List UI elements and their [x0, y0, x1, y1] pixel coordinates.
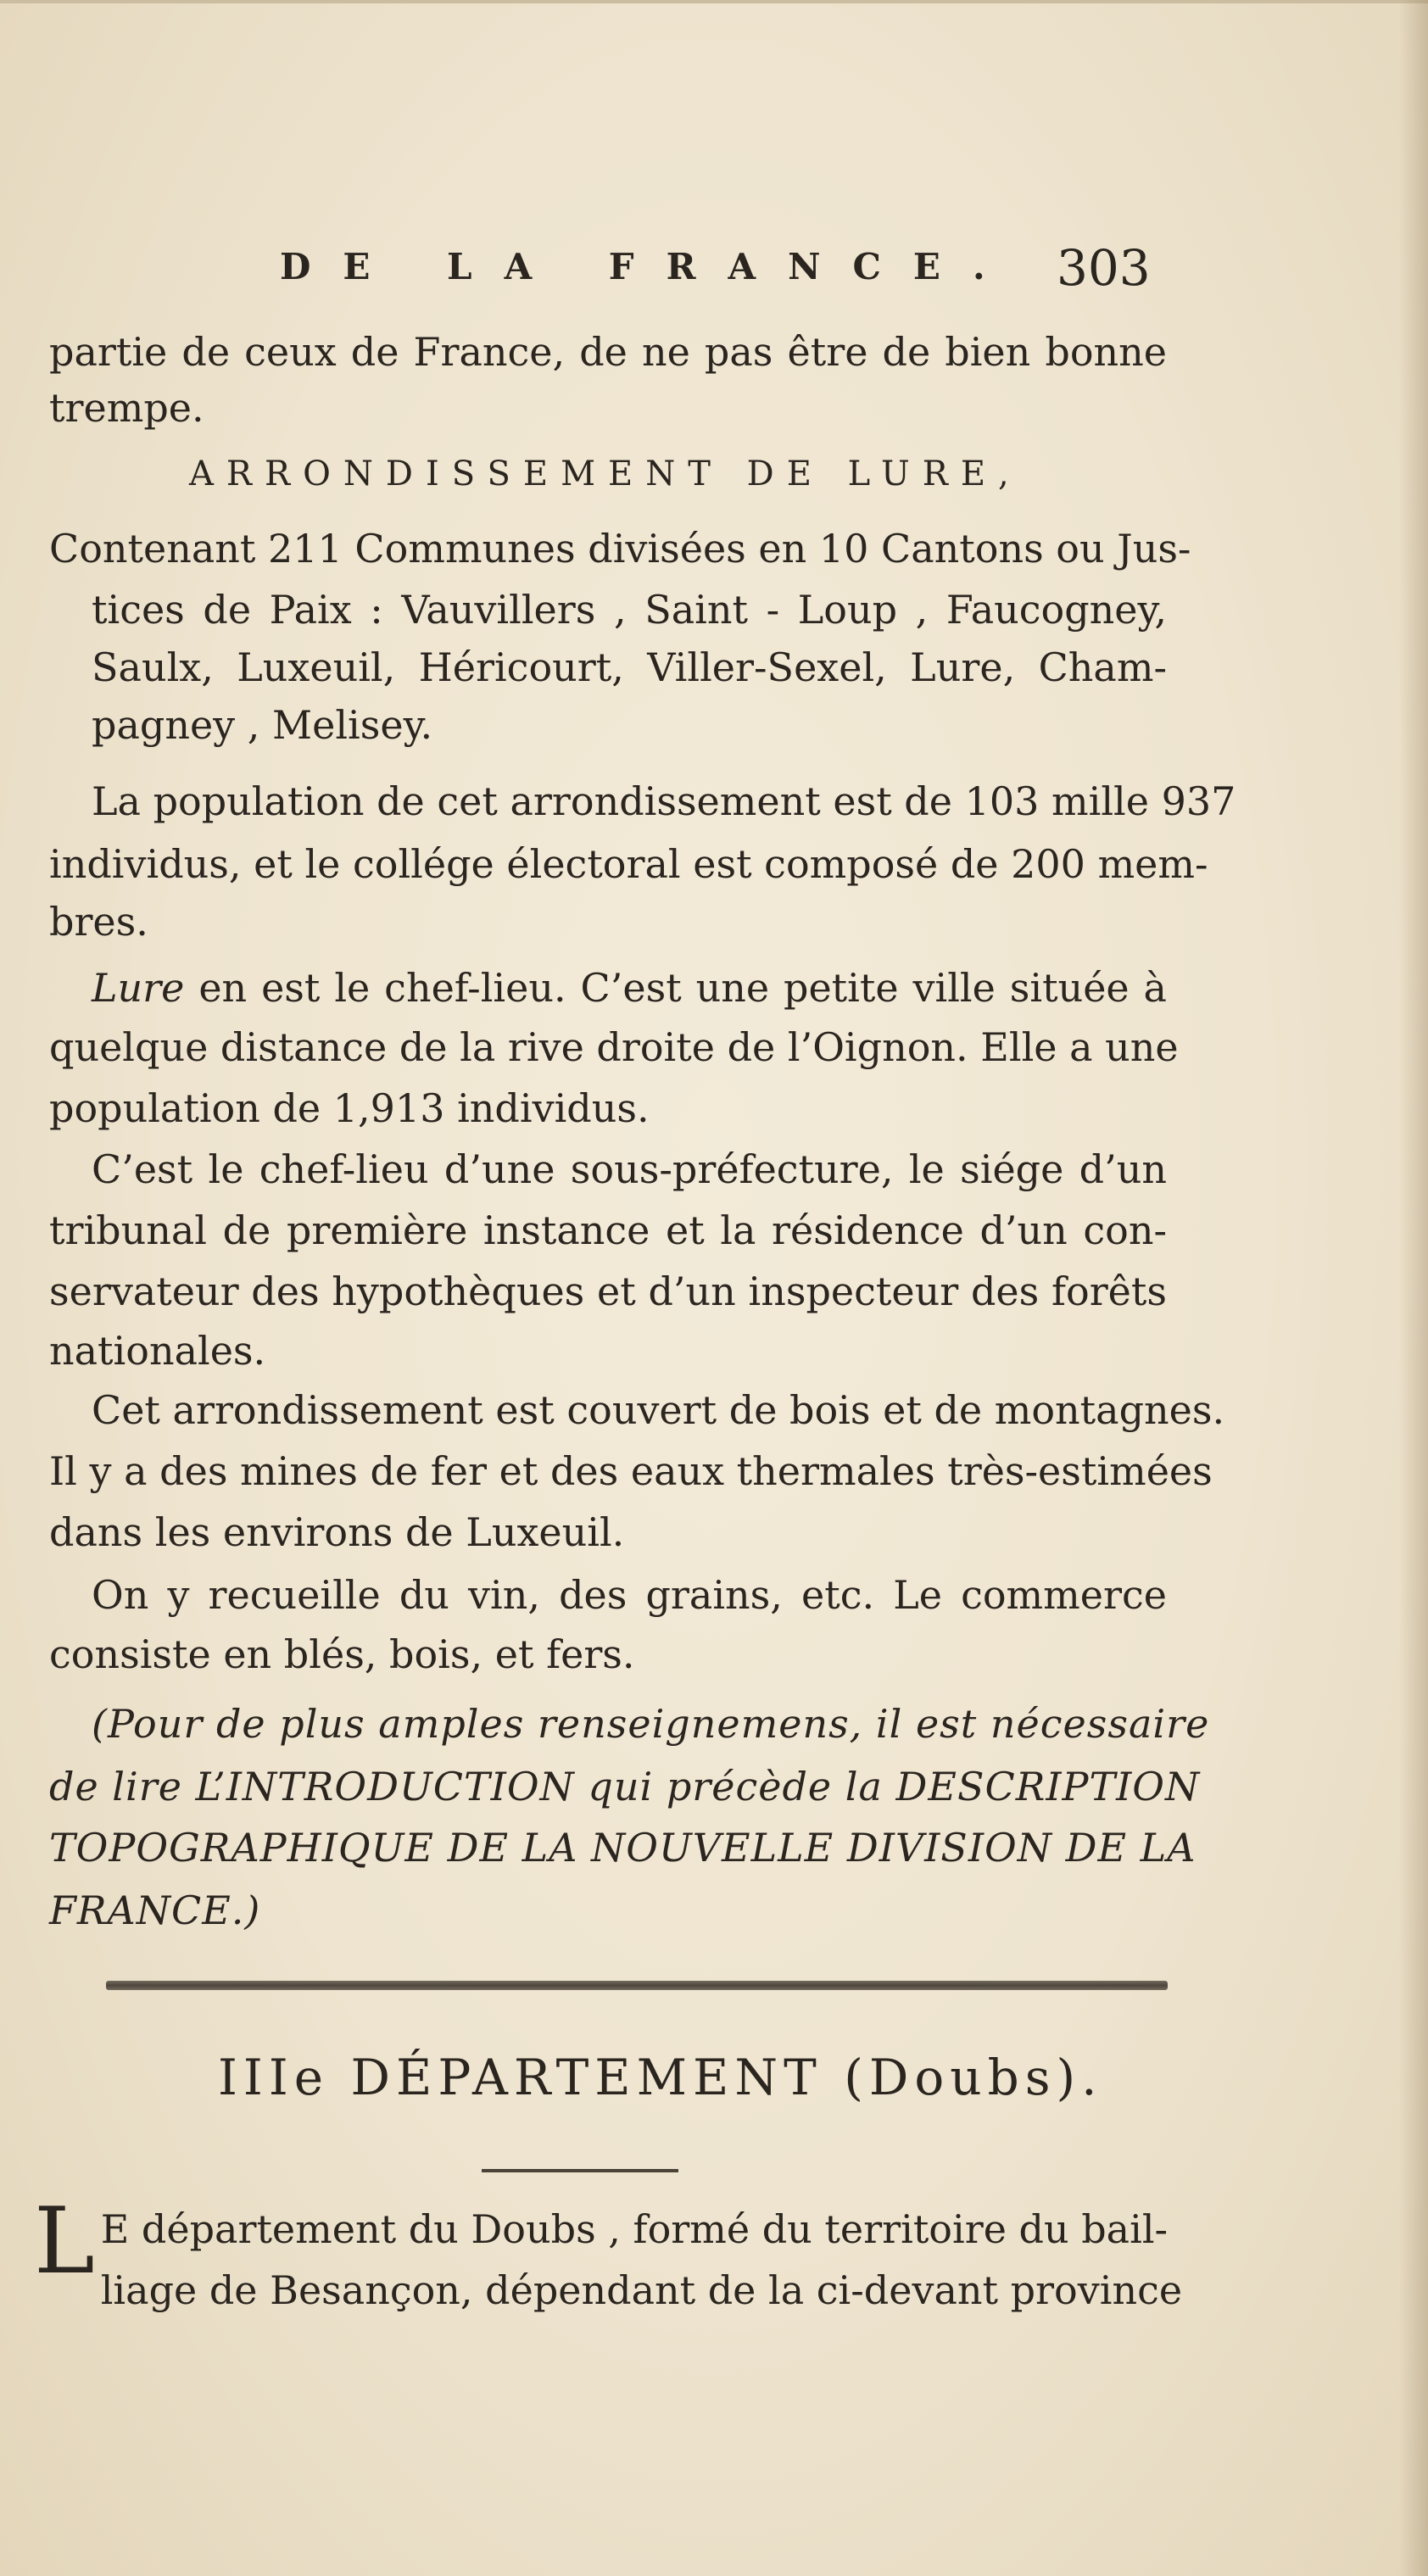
text-line: On y recueille du vin, des grains, etc. Le commerce: [92, 1572, 1167, 1618]
lure-first-line: [92, 965, 1167, 1011]
text-line: C’est le chef-lieu d’une sous-préfecture, le siége d’un: [92, 1146, 1167, 1192]
page-top-edge: [0, 0, 1428, 3]
doubs-intro-line-2: liage de Besançon, dépendant de la ci-devant province: [100, 2267, 1183, 2313]
arrondissement-heading-text: ARRONDISSEMENT DE LURE,: [189, 454, 1022, 493]
page-number: 303: [1057, 239, 1151, 297]
text-line: Saulx, Luxeuil, Héricourt, Viller-Sexel, Lure, Cham-: [92, 644, 1167, 690]
text-line: individus, et le collége électoral est composé de 200 mem-: [49, 841, 1208, 887]
section-divider-short: [482, 2169, 678, 2172]
arrondissement-heading: [189, 454, 1022, 493]
text-line: Contenant 211 Communes divisées en 10 Cantons ou Jus-: [49, 526, 1191, 572]
note-line: de lire L’INTRODUCTION qui précède la DESCRIPTION: [49, 1764, 1201, 1809]
doubs-intro-line-1: E département du Doubs , formé du territoire du bail-: [100, 2206, 1169, 2252]
text-line: dans les environs de Luxeuil.: [49, 1509, 625, 1555]
lure-line-rest: en est le chef-lieu. C’est une petite ville située à: [184, 965, 1167, 1011]
text-line: tices de Paix : Vauvillers , Saint - Loup , Faucogney,: [92, 587, 1167, 633]
doubs-intro: [34, 2188, 1183, 2313]
note-line: (Pour de plus amples renseignemens, il est nécessaire: [92, 1701, 1210, 1747]
text-line: partie de ceux de France, de ne pas être de bien bonne: [49, 329, 1167, 375]
text-line: pagney , Melisey.: [92, 702, 433, 748]
text-line: population de 1,913 individus.: [49, 1085, 650, 1131]
page-right-edge-shadow: [1399, 0, 1428, 2576]
drop-cap: L: [34, 2188, 95, 2294]
text-line: servateur des hypothèques et d’un inspecteur des forêts: [49, 1268, 1167, 1314]
text-line: consiste en blés, bois, et fers.: [49, 1631, 635, 1677]
running-head-text: DE LA FRANCE.: [280, 246, 1018, 287]
text-line: nationales.: [49, 1328, 266, 1374]
text-line: Il y a des mines de fer et des eaux thermales très-estimées: [49, 1448, 1213, 1494]
department-heading: IIIe DÉPARTEMENT (Doubs).: [218, 2049, 1103, 2106]
text-line: Cet arrondissement est couvert de bois et de montagnes.: [92, 1387, 1225, 1433]
note-line: FRANCE.): [49, 1887, 261, 1933]
note-line: TOPOGRAPHIQUE DE LA NOUVELLE DIVISION DE LA: [49, 1825, 1197, 1871]
text-line: La population de cet arrondissement est de 103 mille 937: [92, 778, 1236, 824]
section-divider-heavy: [106, 1981, 1168, 1990]
text-line: trempe.: [49, 385, 204, 431]
text-line: quelque distance de la rive droite de l’Oignon. Elle a une: [49, 1024, 1179, 1070]
running-head: [280, 246, 1170, 287]
text-line: bres.: [49, 899, 148, 945]
text-line: tribunal de première instance et la résidence d’un con-: [49, 1207, 1167, 1253]
lure-italic-word: Lure: [92, 965, 185, 1011]
